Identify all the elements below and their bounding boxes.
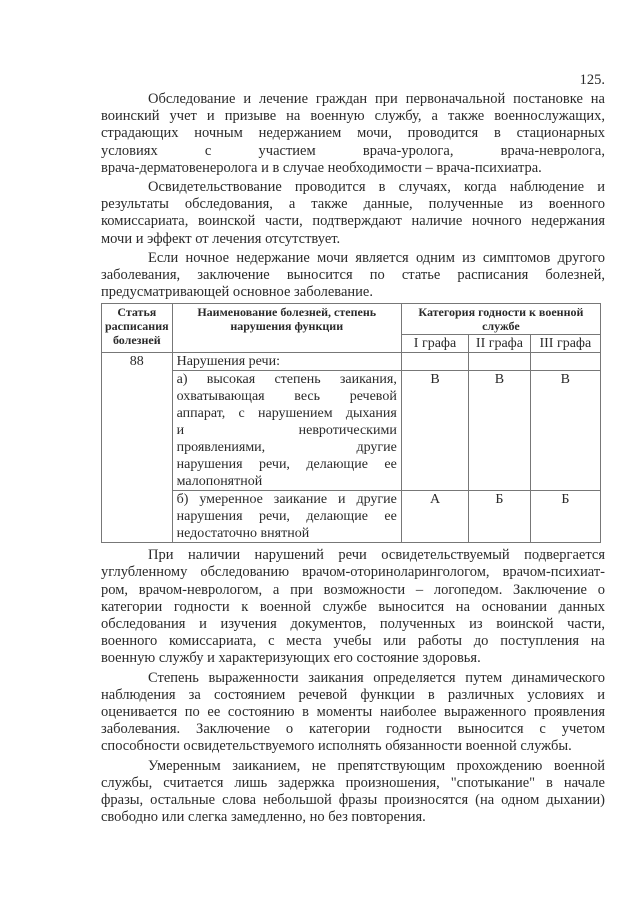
- cell-line: проявлениями, другие: [176, 440, 397, 456]
- header-category: Категория годности к военной службе: [401, 304, 600, 335]
- grade-col3: В: [530, 371, 600, 491]
- page-number: 125.: [579, 72, 605, 88]
- text-line: заболевания. Заключение о категории годности выносится с учетом: [101, 721, 605, 738]
- text-line: условиях с участием врача-уролога, врача-невролога,: [101, 142, 605, 159]
- text-line: Умеренным заиканием, не препятствующим прохождению военной: [148, 757, 605, 774]
- header-col1: I графа: [401, 335, 468, 353]
- empty-cell: [530, 353, 600, 371]
- grade-col3: Б: [530, 491, 600, 543]
- text-line: Освидетельствование проводится в случаях, когда наблюдение и: [148, 178, 605, 195]
- text-line: воинский учет и призыве на военную службу, а также военнослужащих,: [101, 108, 605, 125]
- text-line: комиссариата, воинской части, подтверждают наличие ночного недержания: [101, 213, 605, 230]
- header-article: Статья расписания болезней: [102, 304, 173, 353]
- text-line: фразы, остальные слова небольшой фразы произносятся (на одном дыхании): [101, 791, 605, 808]
- row-description: [172, 491, 401, 543]
- grade-col1: А: [401, 491, 468, 543]
- grade-col1: В: [401, 371, 468, 491]
- text-line: заболевания, заключение выносится по статье расписания болезней,: [101, 266, 605, 283]
- paragraph-speech-exam: [101, 547, 605, 667]
- text-line: свободно или слегка замедленно, но без повторения.: [101, 809, 426, 826]
- cell-line: нарушения речи, делающие ее: [176, 457, 397, 473]
- paragraph-examination: [101, 91, 605, 177]
- cell-line: малопонятной: [176, 474, 263, 490]
- cell-line: б) умеренное заикание и другие: [176, 492, 397, 508]
- paragraph-stutter-degree: [101, 670, 605, 756]
- cell-line: и невротическими: [176, 423, 397, 439]
- text-line: способности освидетельствуемого исполнять обязанности военной службы.: [101, 738, 572, 755]
- table-row: [102, 491, 601, 543]
- text-line: категории годности к военной службе выносится на основании данных: [101, 598, 605, 615]
- cell-line: а) высокая степень заикания,: [176, 372, 397, 388]
- row-description: [172, 371, 401, 491]
- text-line: углубленному обследованию врачом-оториноларингологом, врачом-психиат-: [101, 564, 605, 581]
- text-line: военную службу и характеризующих его состояние здоровья.: [101, 650, 481, 667]
- text-line: Степень выраженности заикания определяется путем динамического: [148, 669, 605, 686]
- cell-line: нарушения речи, делающие ее: [176, 509, 397, 525]
- table-row: [102, 371, 601, 491]
- disease-table: [101, 303, 601, 543]
- text-line: мочи и эффект от лечения отсутствует.: [101, 230, 341, 247]
- paragraph-certification: [101, 179, 605, 248]
- text-line: результаты обследования, а также данные, полученные из военного: [101, 196, 605, 213]
- empty-cell: [469, 353, 531, 371]
- paragraph-moderate-stutter: [101, 758, 605, 827]
- text-line: военного комиссариата, с места учебы или работы до поступления на: [101, 633, 605, 650]
- text-line: предусматривающей основное заболевание.: [101, 284, 373, 301]
- text-line: страдающих ночным недержанием мочи, проводится в стационарных: [101, 125, 605, 142]
- empty-cell: [401, 353, 468, 371]
- cell-line: аппарат, с нарушением дыхания: [176, 406, 397, 422]
- text-line: врача-дерматовенеролога и в случае необходимости – врача-психиатра.: [101, 159, 542, 176]
- text-line: оценивается по ее состоянию в моменты наиболее выраженного проявления: [101, 703, 605, 720]
- cell-line: недостаточно внятной: [176, 526, 310, 542]
- header-col2: II графа: [469, 335, 531, 353]
- article-number: 88: [102, 353, 173, 543]
- text-line: При наличии нарушений речи освидетельствуемый подвергается: [148, 547, 605, 564]
- grade-col2: В: [469, 371, 531, 491]
- header-name: Наименование болезней, степень нарушения функции: [172, 304, 401, 353]
- header-col3: III графа: [530, 335, 600, 353]
- text-line: службы, считается лишь задержка произношения, "спотыкание" в начале: [101, 774, 605, 791]
- grade-col2: Б: [469, 491, 531, 543]
- text-line: Обследование и лечение граждан при первоначальной постановке на: [148, 91, 605, 107]
- disease-title: Нарушения речи:: [172, 353, 401, 371]
- paragraph-other-disease: [101, 250, 605, 302]
- text-line: ром, врачом-неврологом, а при возможности – логопедом. Заключение о: [101, 581, 605, 598]
- text-line: обследования и изучения документов, полученных из воинской части,: [101, 616, 605, 632]
- page-content: [101, 72, 605, 828]
- text-line: наблюдения за состоянием речевой функции в различных условиях и: [101, 686, 605, 703]
- text-line: Если ночное недержание мочи является одним из симптомов другого: [148, 249, 605, 266]
- cell-line: охватывающая весь речевой: [176, 389, 397, 405]
